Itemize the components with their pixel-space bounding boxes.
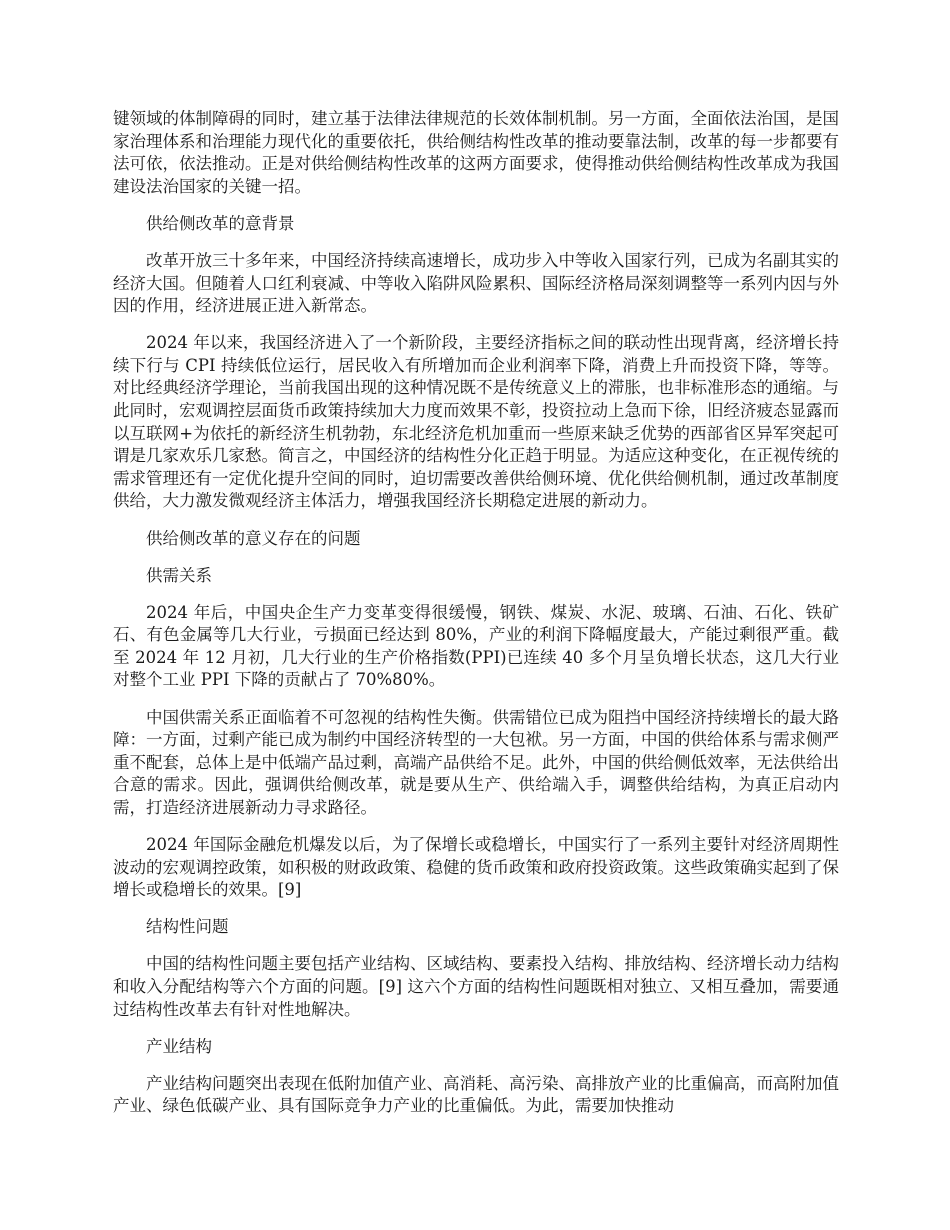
body-paragraph: 产业结构问题突出表现在低附加值产业、高消耗、高污染、高排放产业的比重偏高，而高附加值产业、绿色低碳产业、具有国际竞争力产业的比重偏低。为此，需要加快推动 [113,1073,839,1116]
body-paragraph: 2024 年以来，我国经济进入了一个新阶段，主要经济指标之间的联动性出现背离，经济增长持续下行与 CPI 持续低位运行，居民收入有所增加而企业利润率下降，消费上升而投资下降，等等。对比经典经济学理论，当前我国出现的这种情况既不是传统意义上的滞胀，也非标准形态的通缩。与此同时，宏观调控层面货币政策持续加大力度而效果不彰，投资拉动上急而下徐，旧经济疲态显露而以互联网+为依托的新经济生机勃勃，东北经济危机加重而一些原来缺乏优势的西部省区异军突起可谓是几家欢乐几家愁。简言之，中国经济的结构性分化正趋于明显。为适应这种变化，在正视传统的需求管理还有一定优化提升空间的同时，迫切需要改善供给侧环境、优化供给侧机制，通过改革制度供给，大力激发微观经济主体活力，增强我国经济长期稳定进展的新动力。 [113,333,839,511]
section-heading: 供给侧改革的意义存在的问题 [146,528,361,548]
section-heading: 供需关系 [146,565,212,585]
body-paragraph: 2024 年后，中国央企生产力变革变得很缓慢，钢铁、煤炭、水泥、玻璃、石油、石化、铁矿石、有色金属等几大行业，亏损面已经达到 80%，产业的利润下降幅度最大，产能过剩很严重。截至 2024 年 12 月初，几大行业的生产价格指数(PPI)已连续 40 多个月呈负增长状态，这几大行业对整个工业 PPI 下降的贡献占了 70%80%。 [113,602,839,690]
body-paragraph: 中国的结构性问题主要包括产业结构、区域结构、要素投入结构、排放结构、经济增长动力结构和收入分配结构等六个方面的问题。[9] 这六个方面的结构性问题既相对独立、又相互叠加，需要通过结构性改革去有针对性地解决。 [113,954,839,1019]
body-paragraph: 2024 年国际金融危机爆发以后，为了保增长或稳增长，中国实行了一系列主要针对经济周期性波动的宏观调控政策，如积极的财政政策、稳健的货币政策和政府投资政策。这些政策确实起到了保增长或稳增长的效果。[9] [113,835,839,900]
document-page [113,108,839,1132]
section-heading: 结构性问题 [146,917,229,937]
section-heading: 产业结构 [146,1036,212,1056]
body-paragraph: 中国供需关系正面临着不可忽视的结构性失衡。供需错位已成为阻挡中国经济持续增长的最大路障：一方面，过剩产能已成为制约中国经济转型的一大包袱。另一方面，中国的供给体系与需求侧严重不配套，总体上是中低端产品过剩，高端产品供给不足。此外，中国的供给侧低效率，无法供给出合意的需求。因此，强调供给侧改革，就是要从生产、供给端入手，调整供给结构，为真正启动内需，打造经济进展新动力寻求路径。 [113,707,839,817]
body-paragraph: 键领域的体制障碍的同时，建立基于法律法律规范的长效体制机制。另一方面，全面依法治国，是国家治理体系和治理能力现代化的重要依托，供给侧结构性改革的推动要靠法制，改革的每一步都要有法可依，依法推动。正是对供给侧结构性改革的这两方面要求，使得推动供给侧结构性改革成为我国建设法治国家的关键一招。 [113,109,839,196]
body-paragraph: 改革开放三十多年来，中国经济持续高速增长，成功步入中等收入国家行列，已成为名副其实的经济大国。但随着人口红利衰减、中等收入陷阱风险累积、国际经济格局深刻调整等一系列内因与外因的作用，经济进展正进入新常态。 [113,250,839,316]
section-heading: 供给侧改革的意背景 [146,213,295,233]
